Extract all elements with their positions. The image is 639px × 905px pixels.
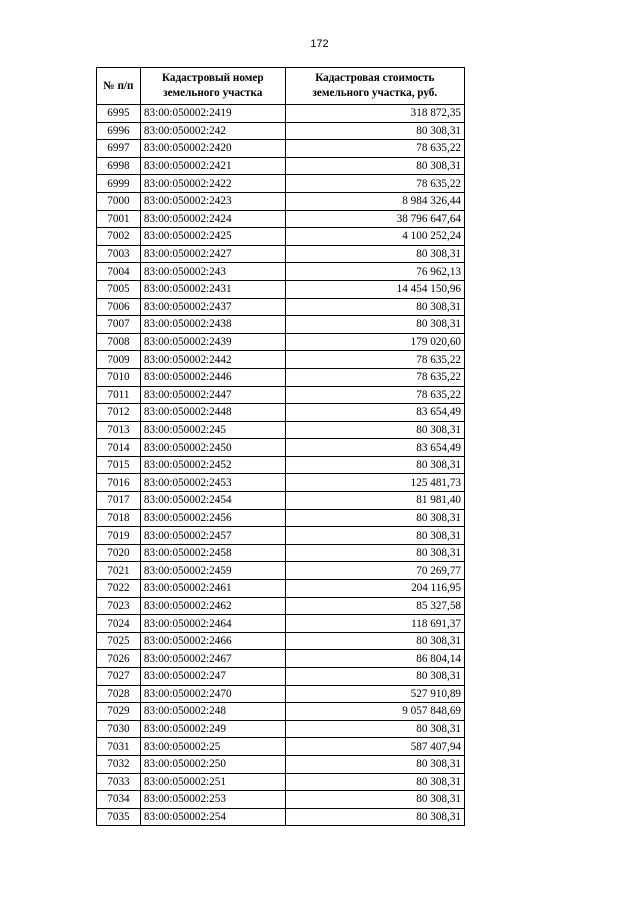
header-row: [97, 68, 465, 105]
row-cadastral-number: 83:00:050002:2439: [140, 333, 285, 351]
table-row: [97, 263, 465, 281]
row-cadastral-number: 83:00:050002:2422: [140, 175, 285, 193]
table-row: [97, 685, 465, 703]
table-header: [97, 68, 465, 105]
table-row: [97, 175, 465, 193]
table-row: [97, 351, 465, 369]
row-cadastral-cost: 78 635,22: [285, 368, 464, 386]
row-cadastral-number: 83:00:050002:254: [140, 808, 285, 826]
table-row: [97, 439, 465, 457]
row-cadastral-number: 83:00:050002:2437: [140, 298, 285, 316]
table-row: [97, 456, 465, 474]
row-cadastral-cost: 80 308,31: [285, 122, 464, 140]
row-number: 7011: [97, 386, 141, 404]
row-number: 7010: [97, 368, 141, 386]
table-row: [97, 544, 465, 562]
page-number: 172: [310, 38, 329, 50]
row-cadastral-number: 83:00:050002:2423: [140, 192, 285, 210]
row-cadastral-cost: 38 796 647,64: [285, 210, 464, 228]
row-number: 7022: [97, 580, 141, 598]
row-number: 7004: [97, 263, 141, 281]
table-row: [97, 298, 465, 316]
row-cadastral-number: 83:00:050002:2457: [140, 527, 285, 545]
row-cadastral-cost: 179 020,60: [285, 333, 464, 351]
row-cadastral-number: 83:00:050002:2453: [140, 474, 285, 492]
row-number: 7027: [97, 668, 141, 686]
cadastral-cost-table: [96, 67, 465, 826]
table-row: [97, 105, 465, 123]
row-cadastral-number: 83:00:050002:242: [140, 122, 285, 140]
row-cadastral-number: 83:00:050002:253: [140, 791, 285, 809]
table-row: [97, 404, 465, 422]
row-cadastral-number: 83:00:050002:2442: [140, 351, 285, 369]
row-cadastral-cost: 80 308,31: [285, 791, 464, 809]
row-cadastral-cost: 80 308,31: [285, 632, 464, 650]
table-row: [97, 703, 465, 721]
row-cadastral-cost: 80 308,31: [285, 668, 464, 686]
row-number: 7009: [97, 351, 141, 369]
row-number: 6996: [97, 122, 141, 140]
table-row: [97, 738, 465, 756]
row-cadastral-cost: 80 308,31: [285, 421, 464, 439]
row-cadastral-cost: 80 308,31: [285, 298, 464, 316]
table-row: [97, 808, 465, 826]
table-row: [97, 597, 465, 615]
row-cadastral-number: 83:00:050002:2438: [140, 316, 285, 334]
table-row: [97, 368, 465, 386]
row-cadastral-cost: 125 481,73: [285, 474, 464, 492]
table-row: [97, 386, 465, 404]
row-number: 7021: [97, 562, 141, 580]
row-cadastral-cost: 527 910,89: [285, 685, 464, 703]
row-number: 7019: [97, 527, 141, 545]
row-cadastral-number: 83:00:050002:2448: [140, 404, 285, 422]
row-cadastral-number: 83:00:050002:2466: [140, 632, 285, 650]
table-row: [97, 421, 465, 439]
row-cadastral-cost: 80 308,31: [285, 720, 464, 738]
row-number: 7031: [97, 738, 141, 756]
row-number: 7029: [97, 703, 141, 721]
row-cadastral-cost: 86 804,14: [285, 650, 464, 668]
row-cadastral-number: 83:00:050002:2425: [140, 228, 285, 246]
row-cadastral-number: 83:00:050002:2461: [140, 580, 285, 598]
row-cadastral-cost: 80 308,31: [285, 755, 464, 773]
table-row: [97, 668, 465, 686]
row-cadastral-number: 83:00:050002:2456: [140, 509, 285, 527]
table-row: [97, 773, 465, 791]
row-number: 7000: [97, 192, 141, 210]
table-row: [97, 157, 465, 175]
row-number: 7016: [97, 474, 141, 492]
table-row: [97, 316, 465, 334]
row-number: 7005: [97, 280, 141, 298]
row-cadastral-cost: 80 308,31: [285, 509, 464, 527]
header-cadastral-number: Кадастровый номер земельного участка: [140, 68, 285, 105]
table-row: [97, 492, 465, 510]
row-cadastral-number: 83:00:050002:2470: [140, 685, 285, 703]
row-cadastral-cost: 78 635,22: [285, 351, 464, 369]
row-cadastral-cost: 9 057 848,69: [285, 703, 464, 721]
table-row: [97, 280, 465, 298]
row-cadastral-cost: 80 308,31: [285, 157, 464, 175]
table-row: [97, 192, 465, 210]
row-cadastral-number: 83:00:050002:2421: [140, 157, 285, 175]
row-cadastral-cost: 587 407,94: [285, 738, 464, 756]
row-number: 6998: [97, 157, 141, 175]
row-cadastral-number: 83:00:050002:250: [140, 755, 285, 773]
table-row: [97, 650, 465, 668]
row-number: 7012: [97, 404, 141, 422]
row-number: 7003: [97, 245, 141, 263]
row-cadastral-cost: 80 308,31: [285, 527, 464, 545]
row-cadastral-number: 83:00:050002:2464: [140, 615, 285, 633]
row-cadastral-number: 83:00:050002:249: [140, 720, 285, 738]
row-cadastral-cost: 204 116,95: [285, 580, 464, 598]
table-row: [97, 755, 465, 773]
row-cadastral-number: 83:00:050002:2427: [140, 245, 285, 263]
row-number: 7015: [97, 456, 141, 474]
row-number: 7018: [97, 509, 141, 527]
row-cadastral-number: 83:00:050002:243: [140, 263, 285, 281]
row-cadastral-number: 83:00:050002:2454: [140, 492, 285, 510]
row-cadastral-number: 83:00:050002:2431: [140, 280, 285, 298]
row-cadastral-cost: 81 981,40: [285, 492, 464, 510]
row-cadastral-number: 83:00:050002:2446: [140, 368, 285, 386]
table-row: [97, 122, 465, 140]
header-cadastral-cost: Кадастровая стоимость земельного участка, руб.: [285, 68, 464, 105]
row-cadastral-number: 83:00:050002:2462: [140, 597, 285, 615]
row-number: 7017: [97, 492, 141, 510]
table-row: [97, 509, 465, 527]
row-cadastral-cost: 78 635,22: [285, 386, 464, 404]
row-cadastral-number: 83:00:050002:2452: [140, 456, 285, 474]
row-cadastral-cost: 80 308,31: [285, 245, 464, 263]
row-cadastral-cost: 78 635,22: [285, 175, 464, 193]
row-number: 7032: [97, 755, 141, 773]
row-cadastral-number: 83:00:050002:2458: [140, 544, 285, 562]
row-cadastral-number: 83:00:050002:245: [140, 421, 285, 439]
row-cadastral-cost: 318 872,35: [285, 105, 464, 123]
row-number: 7030: [97, 720, 141, 738]
row-cadastral-cost: 80 308,31: [285, 316, 464, 334]
row-cadastral-cost: 80 308,31: [285, 773, 464, 791]
row-number: 7007: [97, 316, 141, 334]
row-cadastral-number: 83:00:050002:2419: [140, 105, 285, 123]
row-number: 7034: [97, 791, 141, 809]
row-cadastral-cost: 76 962,13: [285, 263, 464, 281]
row-number: 7020: [97, 544, 141, 562]
row-cadastral-number: 83:00:050002:2467: [140, 650, 285, 668]
table-row: [97, 615, 465, 633]
row-cadastral-number: 83:00:050002:2424: [140, 210, 285, 228]
row-cadastral-cost: 14 454 150,96: [285, 280, 464, 298]
row-cadastral-cost: 8 984 326,44: [285, 192, 464, 210]
row-cadastral-cost: 80 308,31: [285, 544, 464, 562]
row-cadastral-cost: 4 100 252,24: [285, 228, 464, 246]
row-cadastral-number: 83:00:050002:2420: [140, 140, 285, 158]
table-row: [97, 140, 465, 158]
row-cadastral-number: 83:00:050002:2450: [140, 439, 285, 457]
table-row: [97, 720, 465, 738]
header-number: № п/п: [97, 68, 141, 105]
row-number: 6995: [97, 105, 141, 123]
row-number: 7006: [97, 298, 141, 316]
table-row: [97, 580, 465, 598]
table-row: [97, 562, 465, 580]
row-number: 7028: [97, 685, 141, 703]
row-number: 7013: [97, 421, 141, 439]
row-number: 6997: [97, 140, 141, 158]
table-row: [97, 474, 465, 492]
table-row: [97, 245, 465, 263]
row-number: 7008: [97, 333, 141, 351]
table-row: [97, 791, 465, 809]
row-cadastral-cost: 83 654,49: [285, 404, 464, 422]
row-number: 6999: [97, 175, 141, 193]
row-cadastral-cost: 80 308,31: [285, 808, 464, 826]
row-number: 7002: [97, 228, 141, 246]
row-cadastral-number: 83:00:050002:251: [140, 773, 285, 791]
row-number: 7024: [97, 615, 141, 633]
row-number: 7014: [97, 439, 141, 457]
row-cadastral-number: 83:00:050002:2459: [140, 562, 285, 580]
row-cadastral-cost: 78 635,22: [285, 140, 464, 158]
row-number: 7026: [97, 650, 141, 668]
table-row: [97, 210, 465, 228]
row-cadastral-number: 83:00:050002:247: [140, 668, 285, 686]
row-cadastral-cost: 70 269,77: [285, 562, 464, 580]
row-cadastral-number: 83:00:050002:2447: [140, 386, 285, 404]
row-cadastral-number: 83:00:050002:248: [140, 703, 285, 721]
row-cadastral-cost: 118 691,37: [285, 615, 464, 633]
table-row: [97, 333, 465, 351]
row-cadastral-cost: 85 327,58: [285, 597, 464, 615]
row-cadastral-cost: 83 654,49: [285, 439, 464, 457]
row-number: 7025: [97, 632, 141, 650]
row-cadastral-number: 83:00:050002:25: [140, 738, 285, 756]
table-row: [97, 228, 465, 246]
row-cadastral-cost: 80 308,31: [285, 456, 464, 474]
row-number: 7033: [97, 773, 141, 791]
row-number: 7001: [97, 210, 141, 228]
table-row: [97, 632, 465, 650]
row-number: 7035: [97, 808, 141, 826]
table-body: [97, 105, 465, 826]
table-row: [97, 527, 465, 545]
row-number: 7023: [97, 597, 141, 615]
